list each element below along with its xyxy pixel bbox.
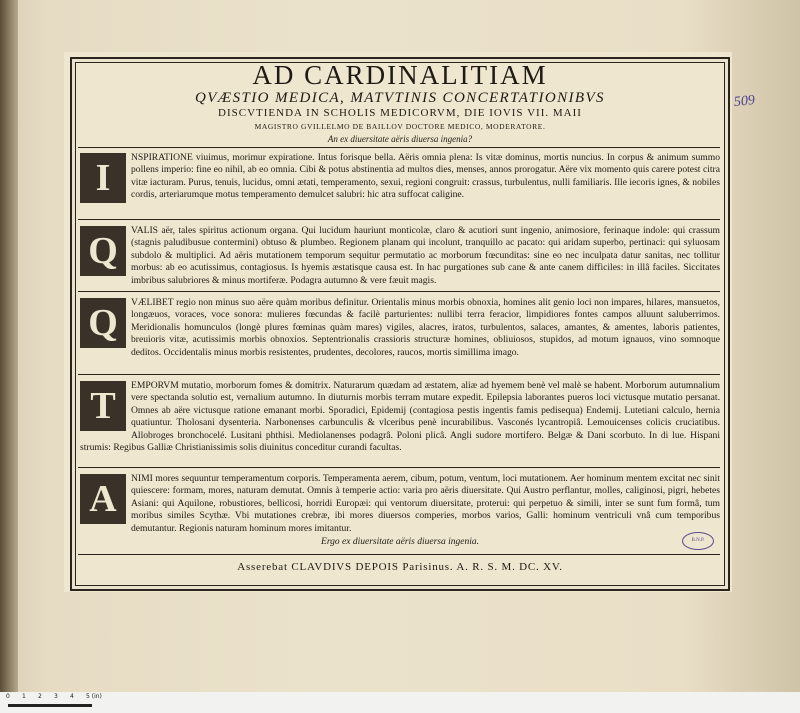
drop-cap: A	[80, 474, 126, 524]
thesis-question: An ex diuersitate aëris diuersa ingenia?	[327, 134, 473, 144]
divider	[78, 219, 720, 220]
drop-cap: T	[80, 381, 126, 431]
ruler-label: 5 (in)	[86, 693, 102, 700]
author-line: Asserebat CLAVDIVS DEPOIS Parisinus. A. R. S. M. DC. XV.	[237, 561, 563, 573]
divider	[78, 554, 720, 555]
paragraph-5: A NIMI mores sequuntur temperamentum corporis. Temperamenta aerem, cibum, potum, ventum, loci mutationem. Aer hominum mentem excitat nec sinit quiescere: formam, mores, naturam demutat. Omnis à temperie actio: varia pro aëris diuersitate. Qui Austro perflantur, molles, caliginosi, pigri, hebetes Asiani: qui Aquilone, robustiores, bellicosi, horridi Europæi: qui ventorum diuersitate, proterui: qui perpetuo & simili, inter se sunt fum formâ, tum moribus similes Scythæ. Vbi mutationes crebræ, ibi mores diuersos comperies, morbos varios, Galli: hominum ventriculi vnâ cum temporibus demutantur. Regionis naturam hominum mores imitantur.	[80, 473, 720, 535]
divider	[78, 467, 720, 468]
paragraph-1: I NSPIRATIONE viuimus, morimur expiratione. Intus forisque bella. Aëris omnia plena: Is vitæ dominus, mortis nuncius. In corpus & animum summo pollens imperio: fine eo nihil, ab eo omnia. Cibi & potus abstinentia ad multos dies, menses, annos prorogatur. Aëre vix momento quis carere potest citra vitæ iacturam. Purus, tenuis, lucidus, omni ætati, temperamento, sexui, regioni congruit: crassus, turbulentus, nulli familiaris. Ille iecoris ignes, & nobiles cordis, arteriarumque motus temperamento demulcet salubri: hic atra suffocat caligine.	[80, 152, 720, 222]
subtitle-moderator: MAGISTRO GVILLELMO DE BAILLOV DOCTORE MEDICO, MODERATORE.	[254, 122, 546, 131]
scale-ruler	[0, 692, 800, 713]
divider	[78, 374, 720, 375]
ruler-label: 3	[54, 693, 58, 700]
ruler-label: 0	[6, 693, 10, 700]
ruler-label: 4	[70, 693, 74, 700]
divider	[78, 291, 720, 292]
drop-cap: Q	[80, 298, 126, 348]
paragraph-4: T EMPORVM mutatio, morborum fomes & domitrix. Naturarum quædam ad æstatem, aliæ ad hyemem benè vel malè se habent. Morborum autumnalium vere spectanda solutio est, vernalium autumno. In diuturnis morbis terram mutare expedit. Epilepsia laborantes pueros loci victusque mutatio persanat. Omnes ab aëre victusque ratione emanant morbi. Sporadici, Epidemij (contagiosa pestis ingentis famis pedisequa) Endemij. Lutetiani calculo, hernia quatiuntur. Tholosani dysenteria. Narbonenses carbunculis & vlceribus penè incurabilibus. Vasconés lycantropiâ. Lemouicenses colicis cruciatibus. Allobroges bronchocelé. Lusitani phthisi. Mediolanenses podagrâ. Poloni plicâ. Angli sudore mortifero. Belgæ & Dani scorbuto. In di lue. Hispani strumis: Regibus Galliæ Christianissimis solis diuinitus conceditur curandi facultas.	[80, 380, 720, 454]
drop-cap: Q	[80, 226, 126, 276]
book-spine	[0, 0, 18, 692]
ruler-label: 2	[38, 693, 42, 700]
page-number: 509	[733, 92, 756, 111]
subtitle-venue: DISCVTIENDA IN SCHOLIS MEDICORVM, DIE IOVIS VII. MAII	[218, 107, 582, 119]
ruler-label: 1	[22, 693, 26, 700]
conclusion: Ergo ex diuersitate aëris diuersa ingenia.	[321, 537, 479, 547]
divider	[78, 147, 720, 148]
library-stamp-icon: B.N.P.	[682, 532, 714, 550]
subtitle: QVÆSTIO MEDICA, MATVTINIS CONCERTATIONIBVS	[195, 90, 605, 106]
paragraph-3: Q VÆLIBET regio non minus suo aëre quàm moribus definitur. Orientalis minus morbis obnoxia, homines alit genio loci non impares, hilares, mansuetos, longæuos, voraces, voce sonora: mulieres fœcundas & facilè parturientes: nullibi terra feracior, limpidiores fontes campos alluunt saluberrimos. Meridionalis homunculos (longè plures fœminas quàm mares) vigiles, alacres, iratos, turbulentos, salaces, amantes, & amentes, laboris patientes, breuioris vitæ, acutissimis morbis obnoxios. Septentrionalis crassioris structuræ homines, obliuiosos, stupidos, ad motum ignauos, vino somnoque deditos. Occidentalis minus morbis resistentes, prudentes, decolores, raucos, mortis simillima imago.	[80, 297, 720, 377]
ruler-bar	[8, 704, 92, 707]
drop-cap: I	[80, 153, 126, 203]
main-title: AD CARDINALITIAM	[252, 60, 548, 90]
paragraph-2: Q VALIS aër, tales spiritus actionum organa. Qui lucidum hauriunt monticolæ, claro & acutiori sunt ingenio, animosiore, ferinaque indole: qui crassum (stagnis paludibusue contermini) obtuso & plumbeo. Regionem planam qui incolunt, tranquillo ac pacato: qui aridam superbo, pertinaci: qui syluosam subdolo & multiplici. Ad aëris mutationem temporum sequitur permutatio ac morborum fœcunditas: sine eo nec inculpata datur sanitas, nec tollitur morbus: ab eo acutissimus, contagiosus. Is hyemis æstatisque causa est. In hac purgationes sub cane & ante canem difficiles: in illâ faciles. Siccitates imbribus salubriores & minus mortiferæ. Podagra autumno & vere fæuit magis.	[80, 225, 720, 295]
